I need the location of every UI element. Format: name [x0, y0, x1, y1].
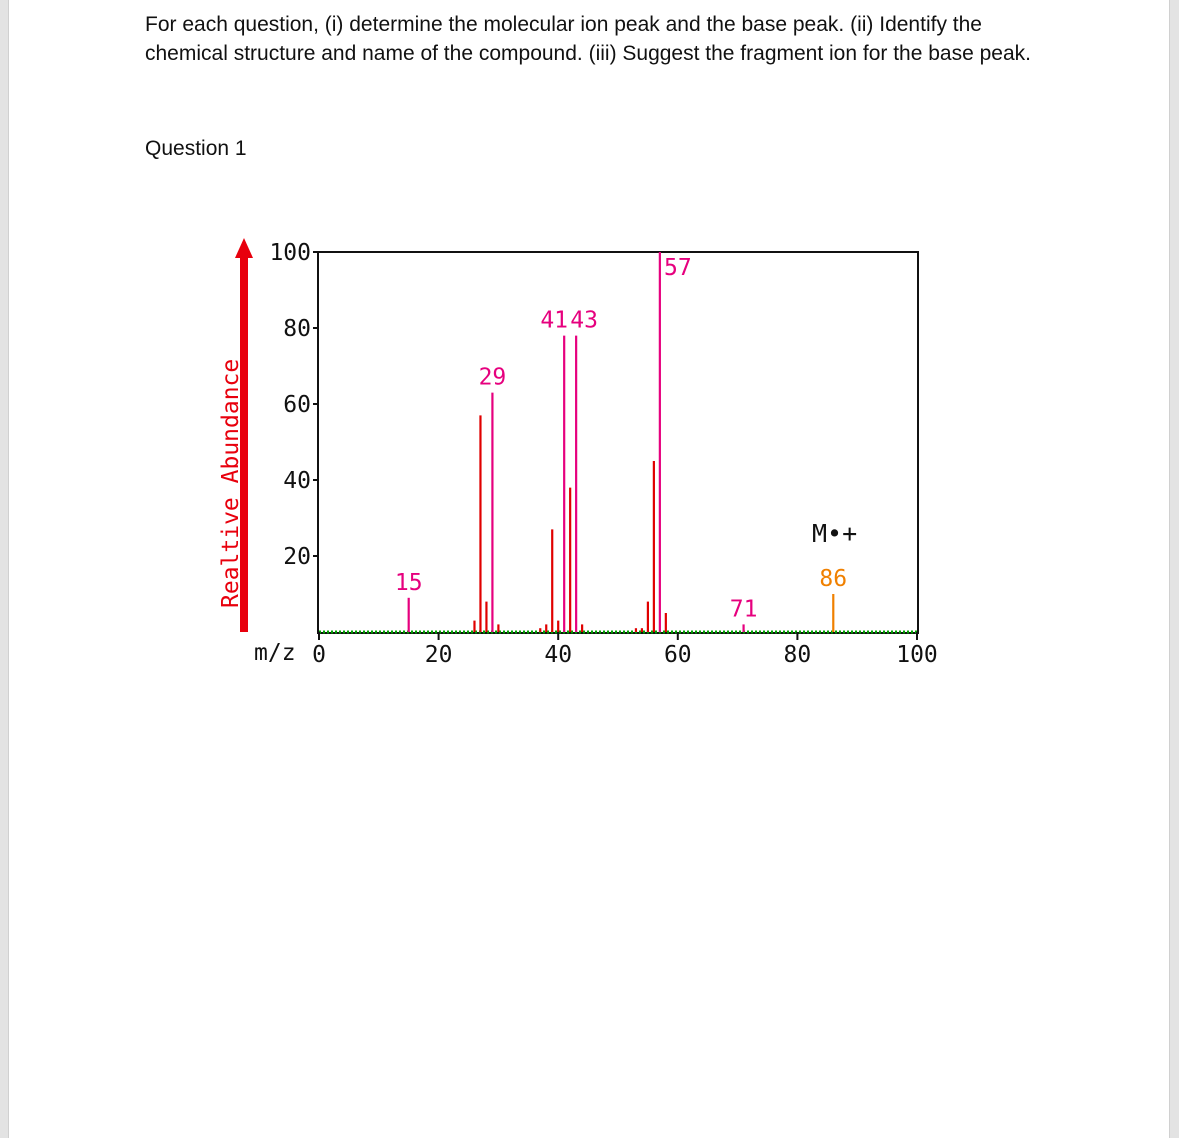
- peak-label-mz-86: 86: [819, 566, 848, 592]
- y-tick-label: 60: [283, 392, 311, 418]
- y-axis-arrow-head: [235, 238, 253, 258]
- peak-label-mz-15: 15: [394, 569, 423, 596]
- x-tick-label: 60: [663, 642, 692, 668]
- x-tick-label: 80: [783, 642, 812, 668]
- x-tick-label: 0: [312, 642, 326, 668]
- y-tick-label: 100: [269, 240, 311, 266]
- x-tick-label: 20: [424, 642, 453, 668]
- peak-label-mz-41: 41: [540, 307, 569, 334]
- question-instructions: For each question, (i) determine the molecular ion peak and the base peak. (ii) Identify the chemical structure and name of the compound. (iii) Suggest the fragment ion for the base peak.: [145, 13, 1031, 65]
- peak-label-mz-71: 71: [729, 596, 758, 623]
- x-tick-label: 100: [896, 642, 938, 668]
- y-axis-label: Realtive Abundance: [218, 358, 244, 608]
- y-tick-label: 20: [283, 544, 311, 570]
- x-axis-label: m/z: [254, 640, 296, 666]
- mass-spectrum-chart: [200, 228, 960, 688]
- y-tick-label: 40: [283, 468, 311, 494]
- question-label: Question 1: [145, 137, 247, 160]
- molecular-ion-symbol: M•+: [812, 519, 858, 548]
- peak-label-mz-57: 57: [664, 255, 692, 281]
- x-tick-label: 40: [544, 642, 573, 668]
- peak-label-mz-43: 43: [570, 307, 598, 334]
- peak-label-mz-29: 29: [478, 364, 507, 391]
- y-tick-label: 80: [283, 316, 311, 342]
